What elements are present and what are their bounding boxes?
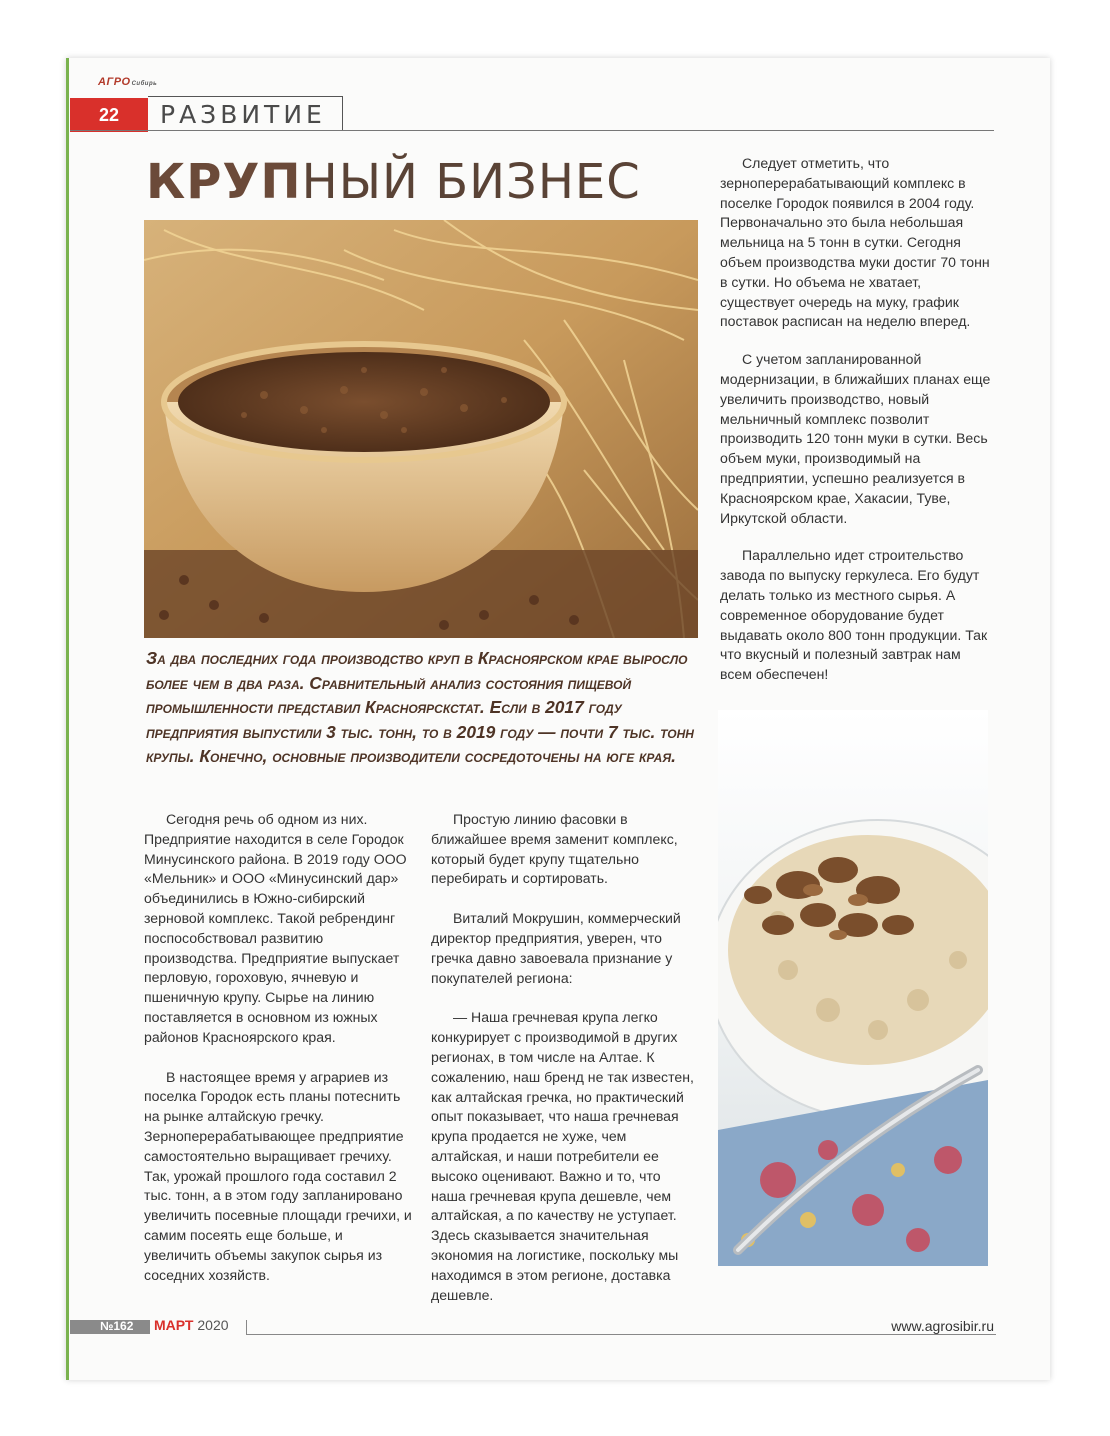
- paragraph: Следует отметить, что зерноперерабатывающий комплекс в поселке Городок появился в 2004 году. Первоначально это была небольшая мельница на 5 тонн в сутки. Сегодня объем производства муки достиг 70 тонн в сутки. Но объема не хватает, существует очередь на муку, график поставок расписан на неделю вперед.: [720, 155, 990, 330]
- oatmeal-bowl-photo: [718, 710, 988, 1266]
- buckwheat-bowl-photo: [144, 220, 698, 638]
- footer-divider-vertical: [246, 1320, 247, 1334]
- issue-number: №162: [100, 1319, 134, 1333]
- column-left: [144, 810, 412, 1305]
- website-url: www.agrosibir.ru: [891, 1318, 994, 1334]
- paragraph: С учетом запланированной модернизации, в ближайших планах еще увеличить производство, новый мельничный комплекс позволит производить 120 тонн муки в сутки. Весь объем муки, производимый на предприятии, успешно реализуется в Красноярском крае, Хакасии, Туве, Иркутской области.: [720, 351, 991, 526]
- headline-light-part: НЫЙ БИЗНЕС: [301, 154, 641, 210]
- issue-month: МАРТ: [154, 1317, 194, 1333]
- magazine-logo: АГРОСибирь: [98, 76, 158, 88]
- column-middle: [431, 810, 699, 1325]
- article-headline: [146, 154, 641, 210]
- paragraph: В настоящее время у аграриев из поселка Городок есть планы потеснить на рынке алтайскую гречку. Зерноперерабатывающее предприятие самостоятельно выращивает гречиху. Так, урожай прошлого года составил 2 тыс. тонн, а в этом году запланировано увеличить посевные площади гречихи, и самим посеять еще больше, и увеличить объемы закупок сырья из соседних хозяйств.: [144, 1068, 412, 1283]
- page-edge-stripe: [66, 58, 69, 1380]
- page-number: 22: [70, 98, 148, 132]
- paragraph: Параллельно идет строительство завода по выпуску геркулеса. Его будут делать только из местного сырья. А современное оборудование будет выдавать около 800 тонн продукции. Так что вкусный и полезный завтрак нам всем обеспечен!: [720, 547, 988, 683]
- issue-year: 2020: [197, 1317, 229, 1333]
- issue-date: [154, 1317, 229, 1333]
- column-right: [720, 154, 996, 703]
- paragraph: Виталий Мокрушин, коммерческий директор предприятия, уверен, что гречка давно завоевала признание у покупателей региона:: [431, 910, 681, 986]
- paragraph: Сегодня речь об одном из них. Предприятие находится в селе Городок Минусинского района. В 2019 году ООО «Мельник» и ООО «Минусинский дар» объединились в Южно-сибирский зерновой комплекс. Такой ребрендинг поспособствовал развитию производства. Предприятие выпускает перловую, гороховую, ячневую и пшеничную крупу. Сырье на линию поставляется в основном из южных районов Красноярского края.: [144, 811, 407, 1045]
- header-divider: [70, 130, 994, 131]
- footer-divider: [246, 1334, 996, 1335]
- quote-paragraph: — Наша гречневая крупа легко конкурирует с производимой в других регионах, в том числе на Алтае. К сожалению, наш бренд не так известен, как алтайская гречка, но практический опыт показывает, что наша гречневая крупа продается не хуже, чем алтайская, и наши потребители ее высоко оценивают. Важно и то, что наша гречневая крупа дешевле, чем алтайская, а по качеству не уступает. Здесь сказывается значительная экономия на логистике, поскольку мы находимся в этом регионе, доставка дешевле.: [431, 1009, 694, 1303]
- article-lead: За два последних года производство круп в Красноярском крае выросло более чем в два раза. Сравнительный анализ состояния пищевой промышленности представил Красноярскстат. Если в 2017 году предприятия выпустили 3 тыс. тонн, то в 2019 году — почти 7 тыс. тонн крупы. Конечно, основные производители сосредоточены на юге края.: [146, 648, 694, 767]
- magazine-page: [66, 58, 1050, 1380]
- section-title: РАЗВИТИЕ: [160, 100, 326, 129]
- paragraph: Простую линию фасовки в ближайшее время заменит комплекс, который будет крупу тщательно перебирать и сортировать.: [431, 811, 678, 887]
- headline-bold-part: КРУП: [146, 154, 302, 210]
